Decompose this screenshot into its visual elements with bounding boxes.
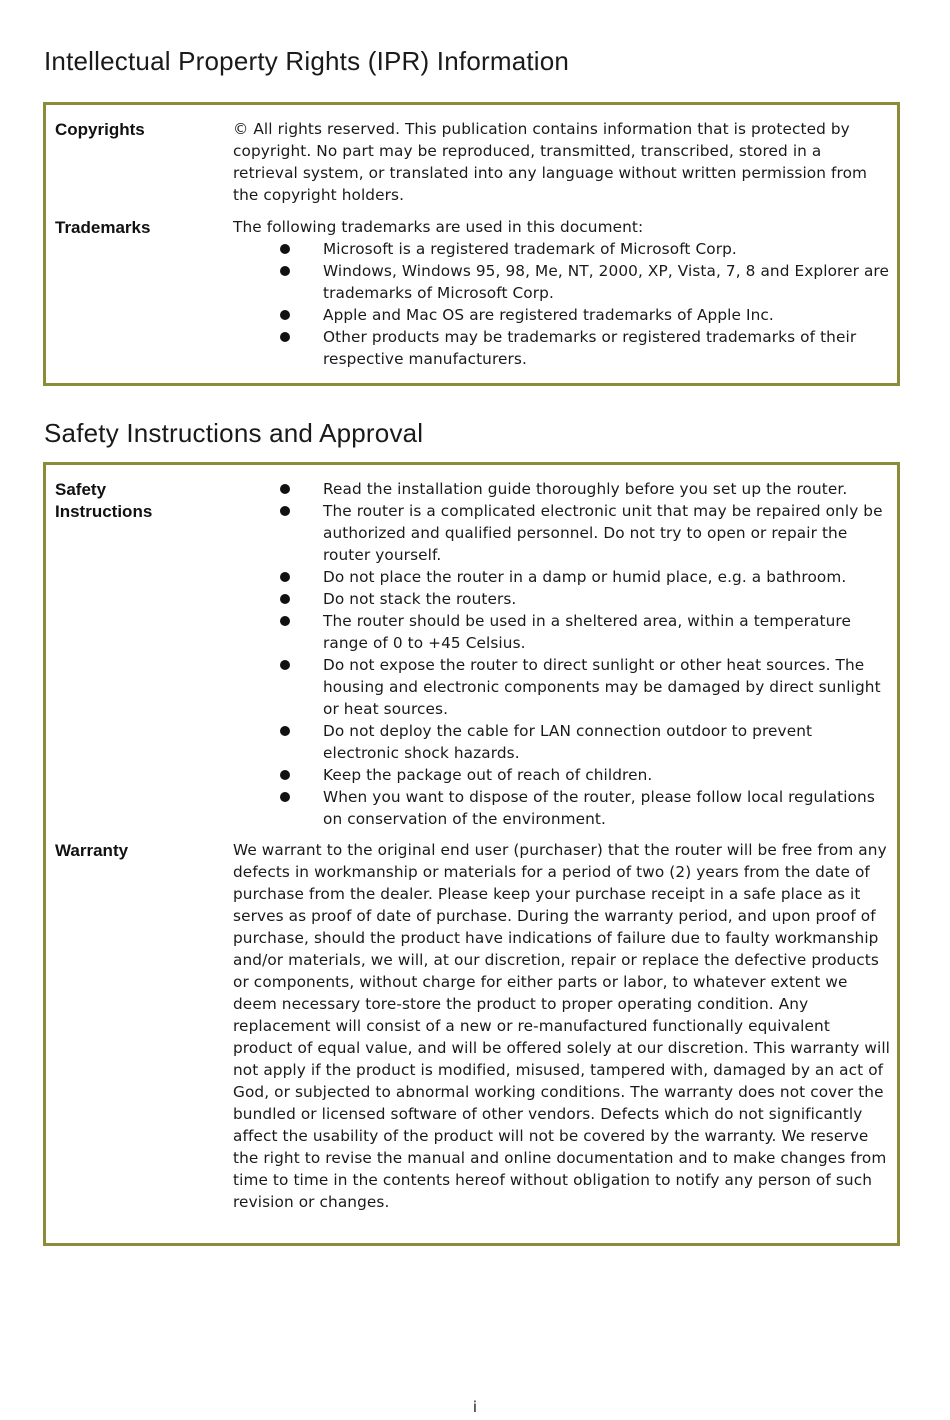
- safety-instructions-list: [233, 478, 891, 830]
- ipr-info-box: [43, 102, 900, 386]
- page-number: i: [472, 1398, 478, 1416]
- safety-item: Do not place the router in a damp or humid place, e.g. a bathroom.: [233, 566, 891, 588]
- trademark-item: Windows, Windows 95, 98, Me, NT, 2000, XP, Vista, 7, 8 and Explorer are trademarks of Microsoft Corp.: [233, 260, 891, 304]
- safety-item: Do not stack the routers.: [233, 588, 891, 610]
- safety-approval-box: [43, 462, 900, 1246]
- safety-instructions-content: [233, 478, 891, 830]
- safety-item: The router is a complicated electronic unit that may be repaired only be authorized and qualified personnel. Do not try to open or repair the router yourself.: [233, 500, 891, 566]
- trademark-item: Apple and Mac OS are registered trademarks of Apple Inc.: [233, 304, 891, 326]
- safety-item: Read the installation guide thoroughly before you set up the router.: [233, 478, 891, 500]
- safety-item: When you want to dispose of the router, please follow local regulations on conservation of the environment.: [233, 786, 891, 830]
- trademarks-content: [233, 216, 891, 370]
- warranty-text: We warrant to the original end user (purchaser) that the router will be free from any defects in workmanship or materials for a period of two (2) years from the date of purchase from the dealer. Please keep your purchase receipt in a safe place as it serves as proof of date of purchase. During the warranty period, and upon proof of purchase, should the product have indications of failure due to faulty workmanship and/or materials, we will, at our discretion, repair or replace the defective products or components, without charge for either parts or labor, to whatever extent we deem necessary tore-store the product to proper operating condition. Any replacement will consist of a new or re-manufactured functionally equivalent product of equal value, and will be offered solely at our discretion. This warranty will not apply if the product is modified, misused, tampered with, damaged by an act of God, or subjected to abnormal working conditions. The warranty does not cover the bundled or licensed software of other vendors. Defects which do not significantly affect the usability of the product will not be covered by the warranty. We reserve the right to revise the manual and online documentation and to make changes from time to time in the contents hereof without obligation to notify any person of such revision or changes.: [233, 841, 891, 1211]
- trademark-item: Other products may be trademarks or registered trademarks of their respective manufacturers.: [233, 326, 891, 370]
- safety-item: Keep the package out of reach of children.: [233, 764, 891, 786]
- warranty-text-block: [233, 839, 891, 1213]
- warranty-label: Warranty: [55, 841, 129, 860]
- trademark-item: Microsoft is a registered trademark of Microsoft Corp.: [233, 238, 891, 260]
- trademarks-list: [233, 238, 891, 370]
- safety-item: Do not deploy the cable for LAN connection outdoor to prevent electronic shock hazards.: [233, 720, 891, 764]
- copyrights-text: © All rights reserved. This publication contains information that is protected by copyright. No part may be reproduced, transmitted, transcribed, stored in a retrieval system, or translated into any language without written permission from the copyright holders.: [233, 120, 868, 204]
- trademarks-label: Trademarks: [55, 218, 151, 237]
- ipr-section-title: Intellectual Property Rights (IPR) Information: [44, 46, 570, 76]
- safety-instructions-label: Safety Instructions: [55, 480, 153, 521]
- safety-item: The router should be used in a sheltered area, within a temperature range of 0 to +45 Celsius.: [233, 610, 891, 654]
- copyrights-text-block: [233, 118, 891, 206]
- safety-item: Do not expose the router to direct sunlight or other heat sources. The housing and electronic components may be damaged by direct sunlight or heat sources.: [233, 654, 891, 720]
- copyrights-label: Copyrights: [55, 120, 145, 139]
- safety-section-title: Safety Instructions and Approval: [44, 418, 424, 448]
- trademarks-intro: The following trademarks are used in this document:: [233, 218, 644, 236]
